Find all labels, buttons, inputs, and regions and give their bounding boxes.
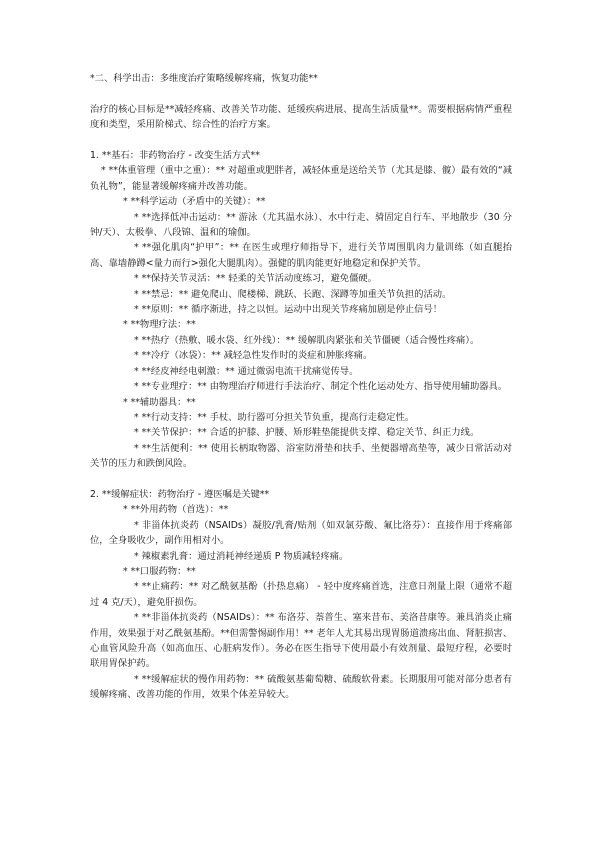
bullet-cold-therapy: * **冷疗（冰袋）：** 减轻急性发作时的炎症和肿胀疼痛。	[134, 350, 373, 362]
bullet-mobility-support: * **行动支持：** 手杖、助行器可分担关节负重，提高行走稳定性。	[134, 411, 415, 423]
spacer	[90, 86, 512, 101]
bullet-topical-drugs: * **外用药物（首选）：**	[123, 504, 229, 516]
bullet-low-impact-exercise: * **选择低冲击运动：** 游泳（尤其温水泳）、水中行走、骑固定自行车、平地散步（30 分钟/天）、太极拳、八段锦、温和的瑜伽。	[90, 211, 512, 239]
bullet-physical-therapy: * **物理疗法：**	[123, 319, 196, 331]
bullet-topical-nsaids: * 非甾体抗炎药（NSAIDs）凝胶/乳膏/贴剂（如双氯芬酸、氟比洛芬）：直接作用于疼痛部位，全身吸收少，副作用相对小。	[90, 519, 512, 547]
bullet-principles: * **原则：** 循序渐进，持之以恒。运动中出现关节疼痛加剧是停止信号！	[134, 304, 443, 316]
bullet-professional-therapy: * **专业理疗：** 由物理治疗师进行手法治疗、制定个性化运动处方、指导使用辅助器具。	[134, 381, 508, 393]
spacer	[90, 472, 512, 487]
spacer	[90, 133, 512, 148]
bullet-slow-acting-drugs: * **缓解症状的慢作用药物：** 硫酸氨基葡萄糖、硫酸软骨素。长期服用可能对部分患者有缓解疼痛、改善功能的作用，效果个体差异较大。	[90, 673, 512, 701]
bullet-capsaicin: * 辣椒素乳膏：通过消耗神经递质 P 物质减轻疼痛。	[134, 550, 349, 562]
bullet-heat-therapy: * **热疗（热敷、暖水袋、红外线）：** 缓解肌肉紧张和关节僵硬（适合慢性疼痛）。	[134, 334, 480, 346]
bullet-scientific-exercise: * **科学运动（矛盾中的关键）：**	[123, 196, 266, 208]
bullet-oral-nsaids: * **非甾体抗炎药（NSAIDs）：** 布洛芬、萘普生、塞来昔布、美洛昔康等。兼具消炎止痛作用，效果强于对乙酰氨基酚。**但需警惕副作用！** 老年人尤其易出现胃肠道溃疡出血、肾脏损害、心血管风险升高（如高血压、心脏病发作）。务必在医生指导下使用最小有效剂量、最短疗程，必要时联用胃保护药。	[90, 612, 512, 670]
bullet-analgesics: * **止痛药：** 对乙酰氨基酚（扑热息痛） - 轻中度疼痛首选，注意日剂量上限（通常不超过 4 克/天），避免肝损伤。	[90, 581, 512, 608]
bullet-assistive-devices: * **辅助器具：**	[123, 396, 196, 408]
document-body	[90, 71, 512, 703]
bullet-muscle-strengthening: * **强化肌肉“护甲”：** 在医生或理疗师指导下，进行关节周围肌肉力量训练（如直腿抬高、靠墙静蹲<量力而行>强化大腿肌肉）。强健的肌肉能更好地稳定和保护关节。	[90, 242, 512, 269]
section-2-title: 2. **缓解症状：药物治疗 - 遵医嘱是关键**	[90, 488, 270, 500]
bullet-weight-management: * **体重管理（重中之重）：** 对超重或肥胖者，减轻体重是送给关节（尤其是膝、髋）最有效的“减负礼物”，能显著缓解疼痛并改善功能。	[90, 165, 512, 192]
intro-paragraph: 治疗的核心目标是**减轻疼痛、改善关节功能、延缓疾病进展、提高生活质量**。需要根据病情严重程度和类型，采用阶梯式、综合性的治疗方案。	[90, 103, 512, 131]
bullet-contraindications: * **禁忌：** 避免爬山、爬楼梯、跳跃、长跑、深蹲等加重关节负担的活动。	[134, 288, 452, 300]
bullet-oral-drugs: * **口服药物：**	[123, 565, 196, 577]
bullet-tens: * **经皮神经电刺激：** 通过微弱电流干扰痛觉传导。	[134, 365, 359, 377]
section-heading: *二、科学出击：多维度治疗策略缓解疼痛，恢复功能**	[90, 73, 318, 84]
bullet-joint-flexibility: * **保持关节灵活：** 轻柔的关节活动度练习，避免僵硬。	[134, 273, 377, 285]
bullet-daily-convenience: * **生活便利：** 使用长柄取物器、浴室防滑垫和扶手、坐便器增高垫等，减少日常活动对关节的压力和跌倒风险。	[90, 442, 512, 470]
bullet-joint-protection: * **关节保护：** 合适的护膝、护腰、矫形鞋垫能提供支撑、稳定关节、纠正力线。	[134, 427, 480, 439]
section-1-title: 1. **基石：非药物治疗 - 改变生活方式**	[90, 150, 260, 161]
